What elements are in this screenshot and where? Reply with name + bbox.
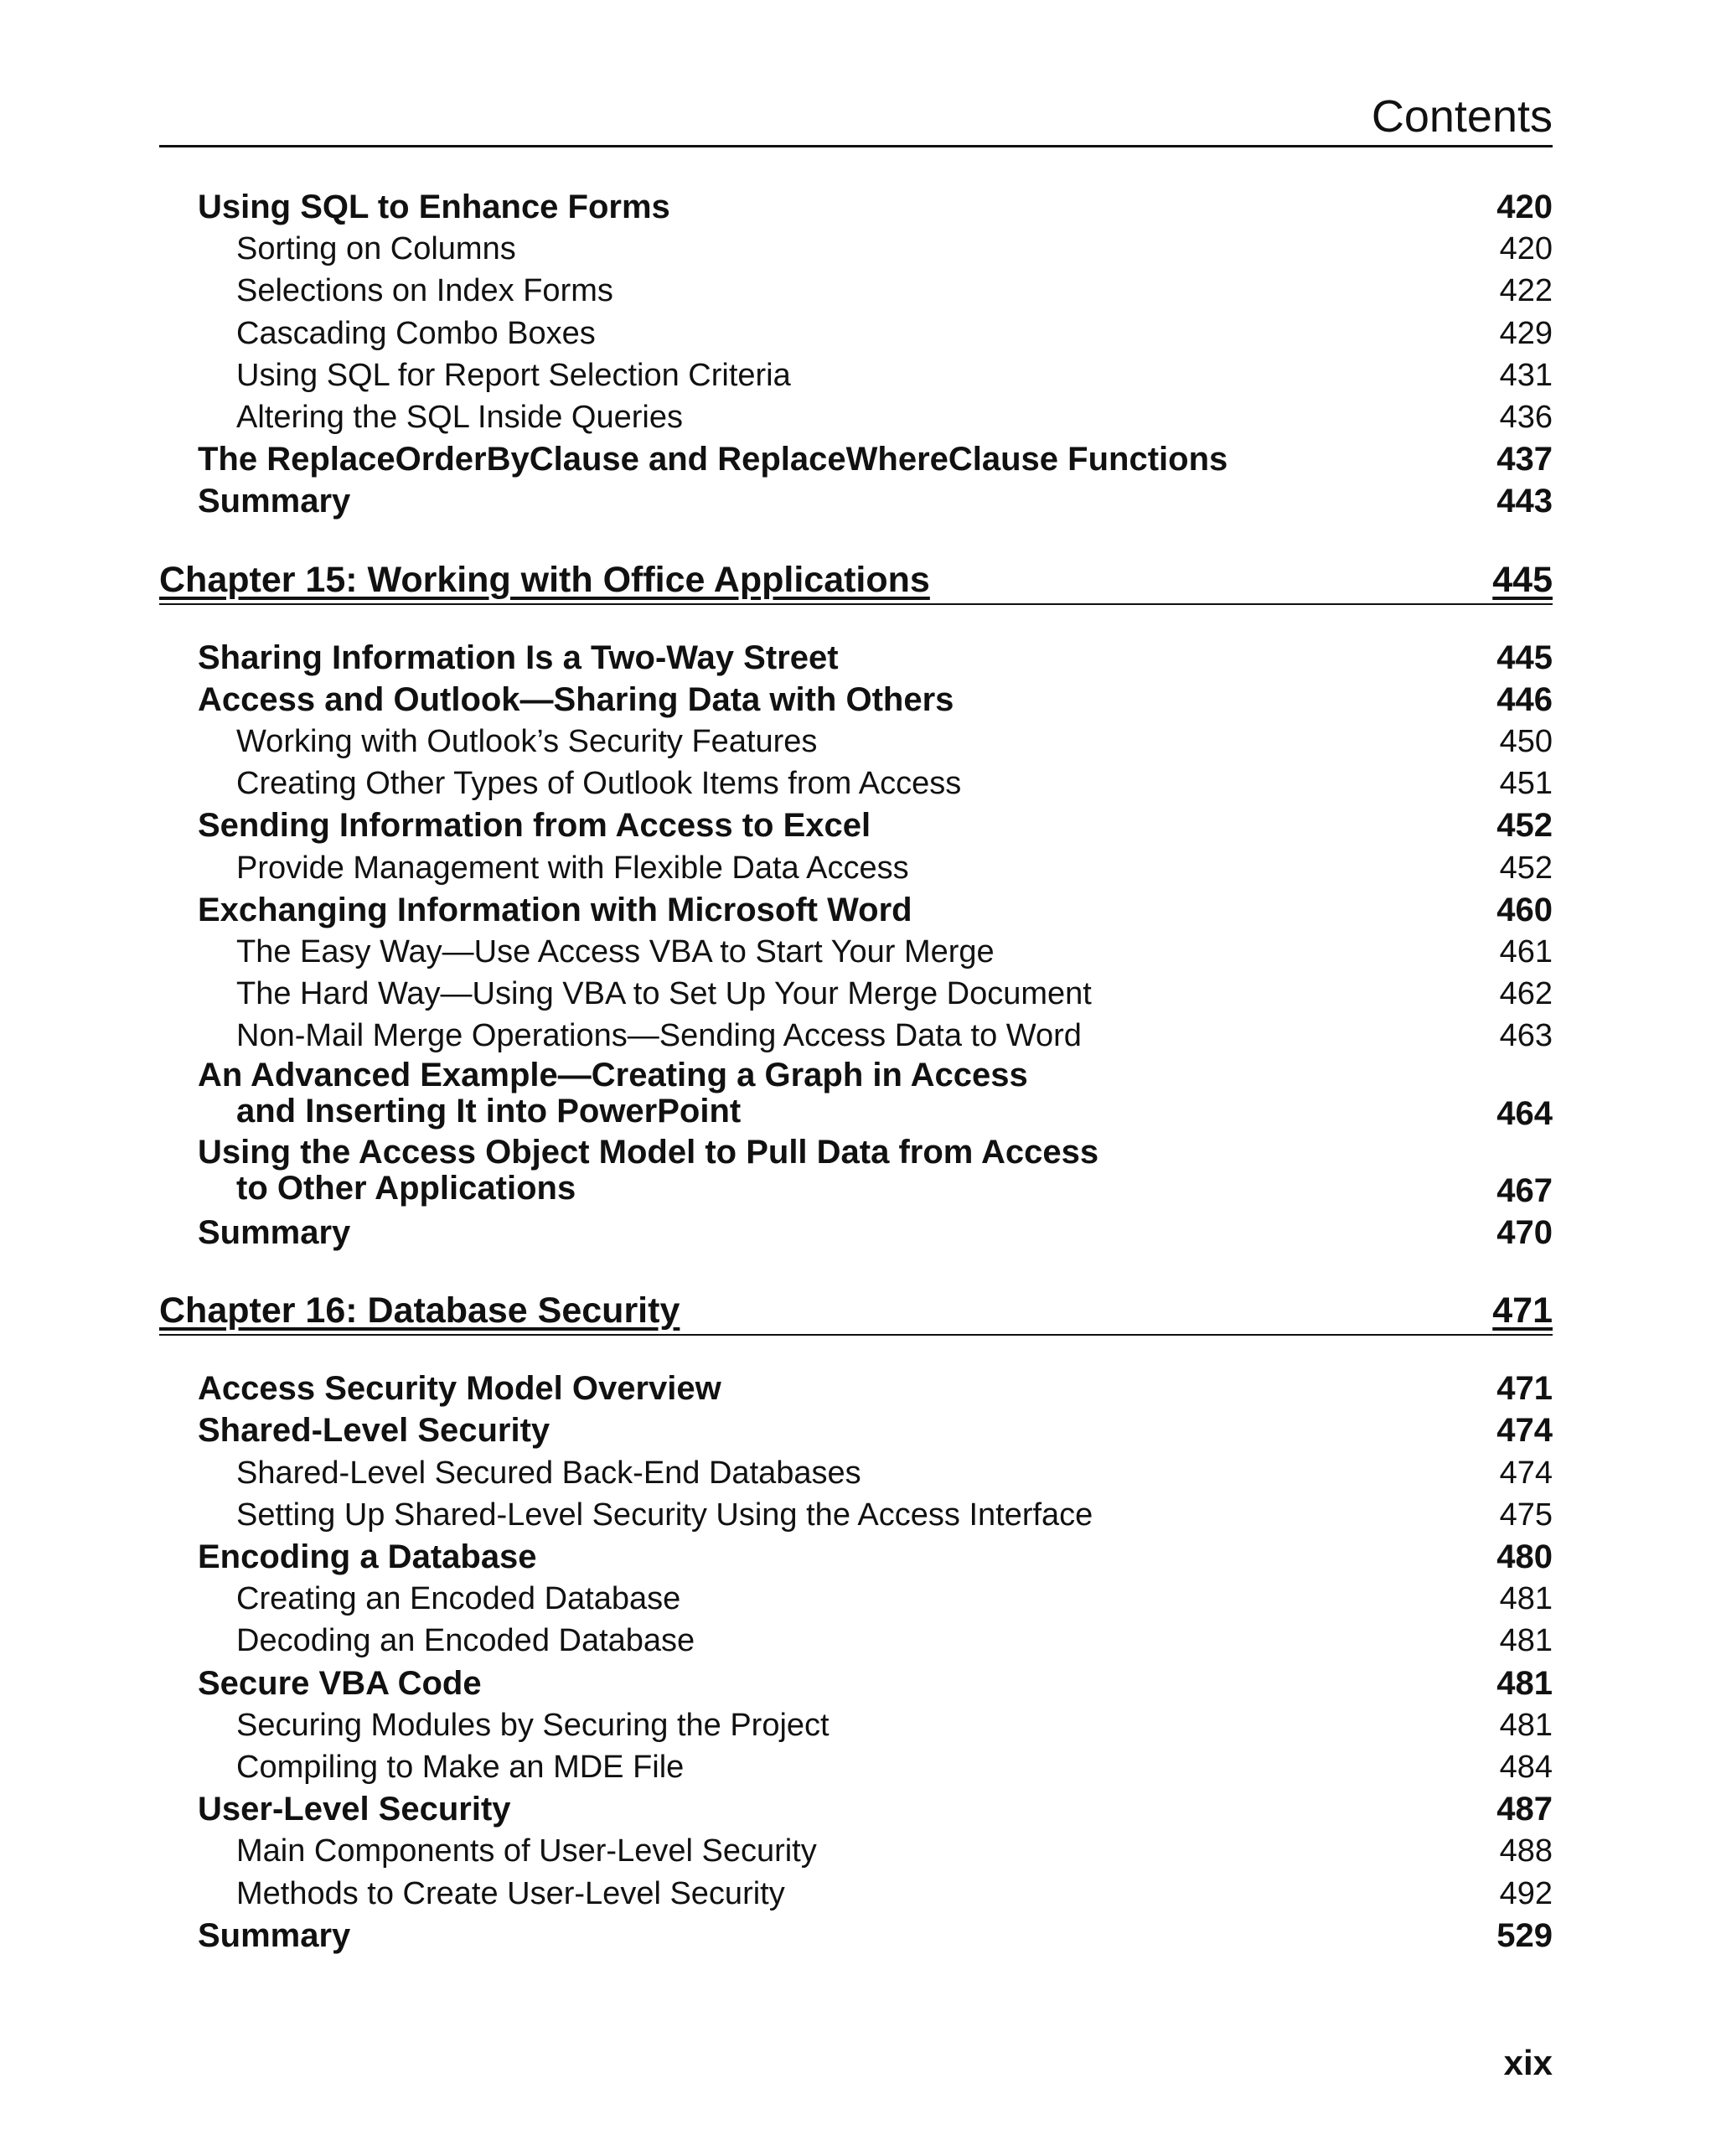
entry-title: Setting Up Shared-Level Security Using the Access Interface: [236, 1497, 1093, 1533]
entry-title: Access Security Model Overview: [198, 1370, 721, 1408]
entry-title: Secure VBA Code: [198, 1664, 482, 1702]
entry-title: Sending Information from Access to Excel: [198, 807, 871, 845]
entry-title: Decoding an Encoded Database: [236, 1623, 695, 1659]
entry-title: Access and Outlook—Sharing Data with Others: [198, 680, 954, 718]
entry-page-number: 467: [1496, 1171, 1553, 1209]
document-page: [159, 0, 1553, 2156]
entry-page-number: 436: [1499, 400, 1553, 435]
entry-page-number: 431: [1499, 357, 1553, 393]
header-title: Contents: [1371, 91, 1553, 142]
entry-title: Non-Mail Merge Operations—Sending Access Data to Word: [236, 1018, 1082, 1054]
entry-title: The Hard Way—Using VBA to Set Up Your Merge Document: [236, 976, 1092, 1012]
entry-title: The ReplaceOrderByClause and ReplaceWhereClause Functions: [198, 441, 1228, 478]
chapter-heading[interactable]: [159, 1287, 1553, 1336]
entry-title: Compiling to Make an MDE File: [236, 1750, 685, 1785]
entry-page-number: 450: [1499, 724, 1553, 759]
entry-page-number: 462: [1499, 976, 1553, 1012]
entry-title: Provide Management with Flexible Data Access: [236, 850, 909, 886]
entry-title: Exchanging Information with Microsoft Word: [198, 891, 912, 928]
running-header: [159, 88, 1553, 147]
entry-title: Securing Modules by Securing the Project: [236, 1707, 830, 1743]
entry-page-number: 422: [1499, 273, 1553, 309]
chapter-title: Chapter 15: Working with Office Applications: [159, 559, 930, 600]
entry-page-number: 481: [1499, 1707, 1553, 1743]
entry-title: Methods to Create User-Level Security: [236, 1875, 785, 1911]
entry-page-number: 492: [1499, 1875, 1553, 1911]
entry-title-line-2: and Inserting It into PowerPoint: [236, 1092, 742, 1130]
entry-title: Working with Outlook’s Security Features: [236, 724, 818, 759]
entry-title: Shared-Level Security: [198, 1412, 550, 1450]
entry-page-number: 470: [1496, 1214, 1553, 1251]
entry-title: [198, 1135, 1098, 1207]
entry-page-number: 529: [1496, 1916, 1553, 1954]
entry-title-line-2: to Other Applications: [236, 1169, 576, 1207]
entry-page-number: 474: [1496, 1412, 1553, 1450]
entry-page-number: 445: [1496, 639, 1553, 676]
entry-page-number: 460: [1496, 891, 1553, 928]
entry-page-number: 488: [1499, 1833, 1553, 1869]
entry-page-number: 437: [1496, 441, 1553, 478]
entry-page-number: 487: [1496, 1791, 1553, 1828]
entry-page-number: 484: [1499, 1750, 1553, 1785]
entry-title: Altering the SQL Inside Queries: [236, 400, 683, 435]
entry-title: Sharing Information Is a Two-Way Street: [198, 639, 839, 676]
chapter-heading[interactable]: [159, 556, 1553, 605]
entry-page-number: 461: [1499, 934, 1553, 969]
entry-page-number: 452: [1496, 807, 1553, 845]
page-number: xix: [1503, 2043, 1553, 2082]
chapter-page-number: 471: [1492, 1290, 1553, 1331]
entry-title: Using SQL to Enhance Forms: [198, 189, 670, 225]
entry-title: Creating Other Types of Outlook Items from Access: [236, 766, 962, 802]
entry-page-number: 443: [1496, 483, 1553, 520]
entry-title: Main Components of User-Level Security: [236, 1833, 817, 1869]
entry-page-number: 463: [1499, 1018, 1553, 1054]
entry-title: [198, 1057, 1028, 1130]
entry-page-number: 420: [1499, 231, 1553, 267]
entry-title: Cascading Combo Boxes: [236, 315, 596, 351]
entry-page-number: 480: [1496, 1538, 1553, 1575]
entry-title: Sorting on Columns: [236, 231, 516, 267]
entry-page-number: 420: [1496, 189, 1553, 225]
entry-title: The Easy Way—Use Access VBA to Start Your Merge: [236, 934, 995, 969]
entry-page-number: 446: [1496, 680, 1553, 718]
entry-page-number: 481: [1496, 1664, 1553, 1702]
entry-page-number: 452: [1499, 850, 1553, 886]
entry-page-number: 474: [1499, 1455, 1553, 1491]
chapter-title: Chapter 16: Database Security: [159, 1290, 680, 1331]
entry-page-number: 471: [1496, 1370, 1553, 1408]
chapter-page-number: 445: [1492, 559, 1553, 600]
entry-page-number: 481: [1499, 1623, 1553, 1659]
entry-title: User-Level Security: [198, 1791, 511, 1828]
entry-title-line-1: An Advanced Example—Creating a Graph in Access: [198, 1056, 1028, 1094]
entry-title: Shared-Level Secured Back-End Databases: [236, 1455, 861, 1491]
entry-page-number: 481: [1499, 1581, 1553, 1617]
entry-title: Summary: [198, 1916, 351, 1954]
entry-title: Creating an Encoded Database: [236, 1581, 681, 1617]
entry-title-line-1: Using the Access Object Model to Pull Data from Access: [198, 1133, 1099, 1171]
entry-title: Encoding a Database: [198, 1538, 537, 1575]
entry-page-number: 475: [1499, 1497, 1553, 1533]
entry-title: Summary: [198, 483, 351, 520]
entry-page-number: 451: [1499, 766, 1553, 802]
entry-title: Summary: [198, 1214, 351, 1251]
entry-page-number: 429: [1499, 315, 1553, 351]
entry-title: Using SQL for Report Selection Criteria: [236, 357, 791, 393]
entry-page-number: 464: [1496, 1094, 1553, 1132]
entry-title: Selections on Index Forms: [236, 273, 613, 309]
